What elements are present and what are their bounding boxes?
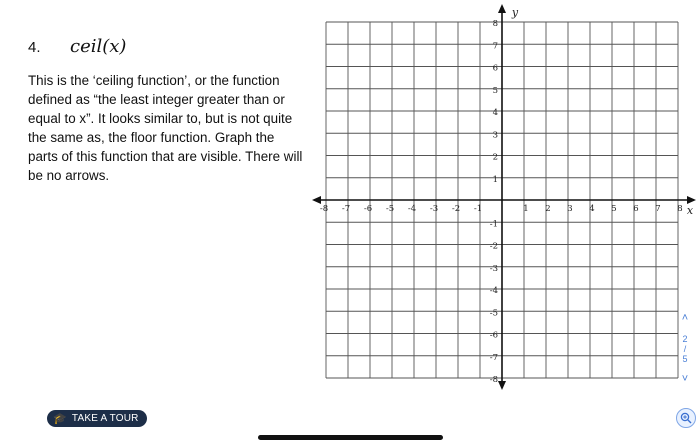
- y-tick-label: -1: [489, 219, 498, 230]
- y-tick-label: 8: [492, 19, 498, 29]
- page-navigator: [677, 313, 693, 385]
- y-tick-label: 1: [492, 174, 498, 185]
- x-tick-label: -1: [473, 204, 483, 214]
- page-indicator: [682, 334, 687, 364]
- x-tick-label: 4: [589, 204, 595, 214]
- tick-labels: [320, 6, 694, 385]
- graduation-cap-icon: 🎓: [53, 413, 67, 425]
- x-tick-label: 3: [567, 204, 573, 214]
- x-tick-label: -3: [429, 204, 439, 214]
- y-tick-label: 5: [492, 85, 498, 96]
- y-tick-label: 7: [492, 41, 498, 52]
- y-tick-label: -7: [489, 352, 498, 363]
- y-axis-arrow-down: [498, 381, 506, 390]
- zoom-in-button[interactable]: [676, 408, 696, 428]
- x-axis-arrow-right: [687, 196, 696, 204]
- chevron-up-icon[interactable]: ˄: [681, 312, 689, 324]
- x-tick-label: 8: [677, 204, 683, 214]
- x-tick-label: -5: [385, 204, 395, 214]
- chevron-down-icon[interactable]: ˅: [681, 373, 689, 385]
- y-tick-label: 3: [492, 130, 498, 141]
- y-tick-label: -4: [489, 286, 498, 296]
- x-tick-label: -4: [407, 204, 417, 214]
- x-tick-label: 1: [523, 204, 529, 214]
- x-tick-label: -2: [451, 204, 461, 214]
- y-tick-label: 4: [492, 108, 498, 118]
- current-page: 2: [682, 334, 688, 344]
- y-tick-label: 6: [492, 63, 498, 74]
- x-axis-arrow-left: [312, 196, 321, 204]
- y-axis-arrow-up: [498, 4, 506, 13]
- y-tick-label: 2: [492, 152, 498, 163]
- problem-title: ceil(x): [70, 36, 127, 57]
- y-tick-label: -3: [489, 263, 498, 274]
- take-a-tour-label: TAKE A TOUR: [71, 413, 139, 424]
- x-tick-label: -6: [363, 204, 373, 214]
- home-indicator: [258, 435, 443, 440]
- page-separator: /: [683, 344, 687, 354]
- zoom-in-icon: [680, 412, 692, 424]
- x-tick-label: -8: [319, 204, 329, 214]
- x-tick-label: 7: [655, 204, 661, 214]
- x-axis-label: x: [686, 204, 694, 217]
- y-tick-label: -2: [489, 241, 498, 252]
- y-tick-label: -8: [489, 375, 498, 385]
- take-a-tour-button[interactable]: [47, 410, 147, 427]
- x-tick-label: 2: [545, 204, 551, 214]
- y-tick-label: -5: [489, 308, 498, 319]
- problem-text: This is the ‘ceiling function’, or the function defined as “the least integer greater than or equal to x”. It looks similar to, but is not quite the same as, the floor function. Graph the parts of this function that are visible. There will be no arrows.: [28, 73, 303, 183]
- total-pages: 5: [682, 354, 688, 364]
- y-axis-label: y: [511, 6, 519, 19]
- x-tick-label: 5: [611, 204, 617, 214]
- problem-number: 4.: [28, 39, 41, 56]
- y-tick-label: -6: [489, 330, 498, 341]
- x-tick-label: -7: [341, 204, 351, 214]
- x-tick-label: 6: [633, 204, 639, 214]
